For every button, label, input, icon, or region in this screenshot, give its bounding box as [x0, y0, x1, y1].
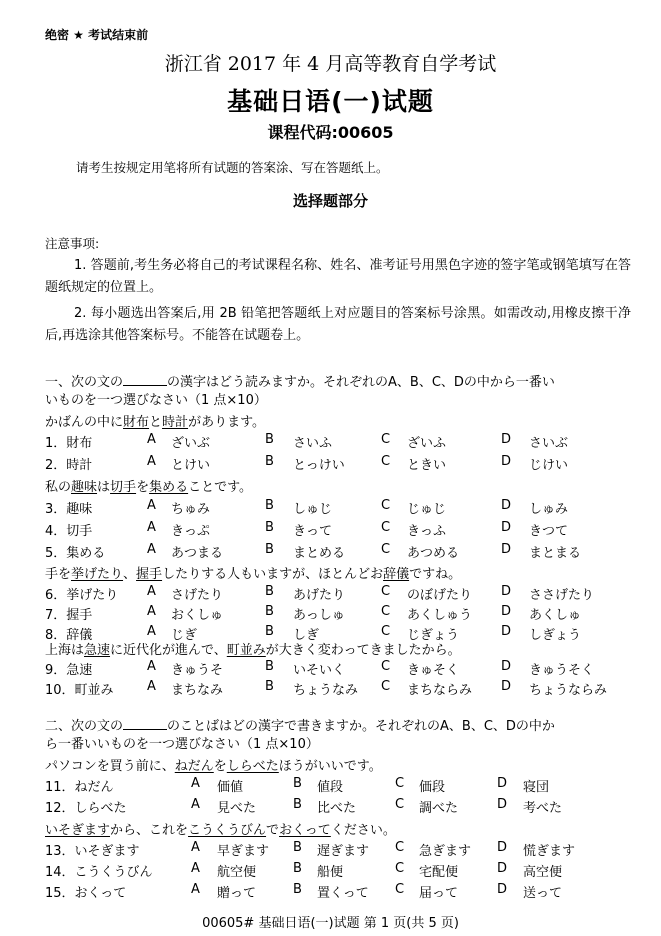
- option-c: きゅそく: [407, 663, 460, 678]
- page-footer: 00605# 基础日语(一)试题 第 1 页(共 5 页): [202, 916, 459, 931]
- option-b: 値段: [317, 780, 344, 795]
- option-a: まちなみ: [171, 683, 224, 698]
- option-c: じゅじ: [407, 502, 447, 517]
- option-label-c: C: [381, 659, 391, 674]
- subject-title: 基础日语(一)试题: [227, 87, 434, 116]
- question-number: 12．しらべた: [45, 801, 127, 816]
- question-number: 4．切手: [45, 524, 93, 539]
- question-number: 5．集める: [45, 546, 106, 561]
- option-d: ささげたり: [529, 588, 595, 603]
- option-label-b: B: [293, 861, 302, 876]
- answer-blank: [123, 372, 167, 386]
- option-label-b: B: [265, 624, 274, 639]
- option-label-b: B: [293, 840, 302, 855]
- note-item: 1. 答题前,考生务必将自己的考试课程名称、姓名、准考证号用黑色字迹的签字笔或钢笔填写在答题纸规定的位置上。: [45, 258, 631, 295]
- option-b: 置くって: [317, 886, 369, 901]
- option-label-c: C: [395, 840, 405, 855]
- option-d: ちょうならみ: [529, 683, 608, 698]
- option-d: 送って: [523, 886, 563, 901]
- course-code: 课程代码:00605: [267, 123, 394, 142]
- context-sentence: 手を挙げたり、握手したりする人もいますが、ほとんどお辞儀ですね。: [45, 567, 462, 582]
- option-label-c: C: [395, 882, 405, 897]
- option-d: 寝団: [523, 780, 550, 795]
- question-number: 3．趣味: [45, 502, 93, 517]
- option-label-b: B: [265, 520, 274, 535]
- option-label-d: D: [497, 861, 508, 876]
- section-title: 选择题部分: [292, 192, 368, 210]
- option-c: ざいふ: [407, 436, 447, 451]
- option-label-d: D: [501, 432, 512, 447]
- option-d: しぎょう: [529, 628, 582, 643]
- option-label-d: D: [501, 584, 512, 599]
- option-c: きっふ: [407, 524, 447, 539]
- option-label-a: A: [147, 584, 156, 599]
- option-label-c: C: [381, 432, 391, 447]
- option-label-d: D: [497, 797, 508, 812]
- option-label-b: B: [265, 454, 274, 469]
- option-label-c: C: [381, 520, 391, 535]
- option-d: まとまる: [529, 546, 582, 561]
- option-label-d: D: [497, 776, 508, 791]
- option-b: いそいく: [293, 663, 346, 678]
- option-d: 慌ぎます: [523, 844, 576, 859]
- question-number: 9．急速: [45, 663, 93, 678]
- option-label-d: D: [501, 520, 512, 535]
- option-c: あつめる: [407, 546, 460, 561]
- option-c: 急ぎます: [419, 844, 472, 859]
- option-a: きゅうそ: [171, 663, 224, 678]
- option-a: 見べた: [217, 801, 257, 816]
- option-label-a: A: [191, 797, 200, 812]
- option-b: とっけい: [293, 458, 345, 473]
- option-a: 価値: [217, 780, 244, 795]
- option-label-c: C: [395, 861, 405, 876]
- option-label-a: A: [191, 840, 200, 855]
- question-number: 2．時計: [45, 458, 93, 473]
- option-label-a: A: [147, 659, 156, 674]
- option-label-a: A: [147, 679, 156, 694]
- option-b: しぎ: [293, 628, 320, 643]
- option-a: じぎ: [171, 628, 198, 643]
- option-d: きつて: [529, 524, 569, 539]
- notes-title: 注意事项:: [45, 236, 100, 251]
- option-label-c: C: [395, 776, 405, 791]
- option-a: あつまる: [171, 546, 224, 561]
- option-label-a: A: [147, 604, 156, 619]
- option-label-b: B: [293, 882, 302, 897]
- option-a: さげたり: [171, 588, 224, 603]
- option-label-b: B: [265, 679, 274, 694]
- option-b: ちょうなみ: [293, 683, 359, 698]
- option-label-a: A: [147, 454, 156, 469]
- option-b: あげたり: [293, 588, 346, 603]
- option-label-b: B: [293, 797, 302, 812]
- option-a: 航空便: [217, 865, 257, 880]
- option-label-d: D: [497, 840, 508, 855]
- option-b: 遅ぎます: [317, 844, 370, 859]
- option-label-c: C: [381, 624, 391, 639]
- option-label-d: D: [501, 604, 512, 619]
- option-c: 届って: [419, 886, 459, 901]
- option-d: 高空便: [523, 865, 563, 880]
- option-label-c: C: [381, 604, 391, 619]
- option-a: ざいぶ: [171, 436, 211, 451]
- option-label-a: A: [147, 542, 156, 557]
- option-c: あくしゅう: [407, 608, 473, 623]
- question-number: 7．握手: [45, 608, 93, 623]
- option-a: おくしゅ: [171, 608, 224, 623]
- option-c: 宅配便: [419, 865, 459, 880]
- option-d: きゅうそく: [529, 663, 595, 678]
- option-label-a: A: [147, 624, 156, 639]
- question-number: 13．いそぎます: [45, 844, 140, 859]
- option-c: 価段: [419, 780, 446, 795]
- option-b: 船便: [317, 865, 344, 880]
- option-label-b: B: [293, 776, 302, 791]
- option-label-b: B: [265, 659, 274, 674]
- option-label-b: B: [265, 498, 274, 513]
- option-label-b: B: [265, 604, 274, 619]
- option-d: しゅみ: [529, 502, 569, 517]
- option-label-d: D: [497, 882, 508, 897]
- option-b: あっしゅ: [293, 608, 345, 623]
- confidential-mark: 绝密 ★ 考试结束前: [45, 28, 149, 42]
- option-c: まちならみ: [407, 683, 473, 698]
- option-label-d: D: [501, 679, 512, 694]
- option-label-d: D: [501, 659, 512, 674]
- option-b: 比べた: [317, 801, 357, 816]
- option-c: じぎょう: [407, 628, 460, 643]
- option-label-d: D: [501, 624, 512, 639]
- option-label-a: A: [147, 498, 156, 513]
- option-a: 早ぎます: [217, 844, 270, 859]
- option-label-a: A: [191, 776, 200, 791]
- context-sentence: かばんの中に財布と時計があります。: [45, 415, 266, 430]
- question-number: 11．ねだん: [45, 780, 114, 795]
- option-b: まとめる: [293, 546, 346, 561]
- option-label-d: D: [501, 454, 512, 469]
- question-number: 10．町並み: [45, 683, 114, 698]
- question-number: 15．おくって: [45, 886, 127, 901]
- question-number: 8．辞儀: [45, 628, 93, 643]
- option-label-a: A: [147, 520, 156, 535]
- option-d: じけい: [529, 458, 569, 473]
- option-label-c: C: [381, 679, 391, 694]
- question-number: 1．財布: [45, 436, 93, 451]
- option-d: あくしゅ: [529, 608, 582, 623]
- option-c: ときい: [407, 458, 447, 473]
- question-number: 14．こうくうびん: [45, 865, 153, 880]
- context-sentence: いそぎますから、これをこうくうびんでおくってください。: [45, 823, 396, 838]
- option-d: 考べた: [523, 801, 563, 816]
- answer-blank: [123, 716, 167, 730]
- option-label-c: C: [381, 498, 391, 513]
- context-sentence: 上海は急速に近代化が進んで、町並みが大きく変わってきましたから。: [45, 643, 461, 658]
- option-c: のぼげたり: [407, 588, 473, 603]
- option-label-d: D: [501, 498, 512, 513]
- option-a: 贈って: [217, 886, 257, 901]
- option-d: さいぶ: [529, 436, 569, 451]
- option-b: しゅじ: [293, 502, 333, 517]
- context-sentence: 私の趣味は切手を集めることです。: [45, 480, 253, 495]
- option-a: きっぷ: [171, 524, 211, 539]
- option-label-c: C: [381, 584, 391, 599]
- option-label-c: C: [381, 454, 391, 469]
- option-label-b: B: [265, 432, 274, 447]
- question-number: 6．挙げたり: [45, 588, 119, 603]
- option-a: ちゅみ: [171, 502, 211, 517]
- option-a: とけい: [171, 458, 211, 473]
- context-sentence: パソコンを買う前に、ねだんをしらべたほうがいいです。: [45, 759, 382, 774]
- part2-question: 二、次の文の のことばはどの漢字で書きますか。それぞれのA、B、C、Dの中か ら一番いいものを一つ選びなさい（1 点×10）: [45, 716, 635, 754]
- part1-question: 一、次の文の の漢字はどう読みますか。それぞれのA、B、C、Dの中から一番い いものを一つ選びなさい（1 点×10）: [45, 372, 635, 410]
- option-label-a: A: [191, 861, 200, 876]
- note-item: 2. 每小题选出答案后,用 2B 铅笔把答题纸上对应题目的答案标号涂黑。如需改动,用橡皮擦干净后,再选涂其他答案标号。不能答在试题卷上。: [45, 306, 631, 343]
- general-instruction: 请考生按规定用笔将所有试题的答案涂、写在答题纸上。: [76, 160, 389, 175]
- option-b: きって: [293, 524, 333, 539]
- option-label-d: D: [501, 542, 512, 557]
- option-label-b: B: [265, 584, 274, 599]
- option-c: 調べた: [419, 801, 459, 816]
- option-label-b: B: [265, 542, 274, 557]
- option-label-a: A: [191, 882, 200, 897]
- option-b: さいふ: [293, 436, 333, 451]
- exam-title: 浙江省 2017 年 4 月高等教育自学考试: [164, 53, 497, 75]
- option-label-a: A: [147, 432, 156, 447]
- option-label-c: C: [395, 797, 405, 812]
- option-label-c: C: [381, 542, 391, 557]
